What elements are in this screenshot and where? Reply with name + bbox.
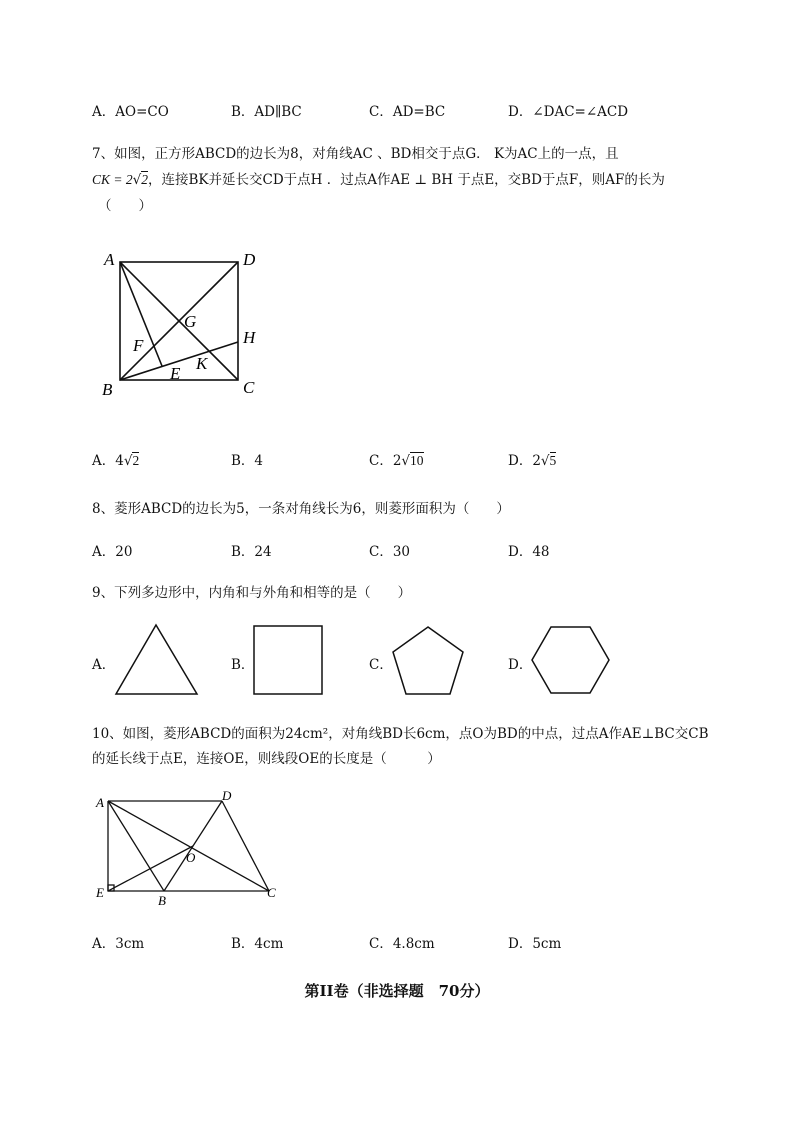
q7-figure xyxy=(100,245,280,405)
label-c: C xyxy=(267,885,276,900)
pentagon-shape xyxy=(390,625,466,697)
q7-option-c xyxy=(369,449,424,469)
label-d: D xyxy=(243,250,256,269)
label-d: D xyxy=(222,788,232,803)
q7-option-b: B．4 xyxy=(231,453,264,469)
segment-oe xyxy=(108,846,193,891)
q10-option-b: B．4cm xyxy=(231,936,284,952)
label-b: B xyxy=(102,380,113,399)
q8-option-d: D．48 xyxy=(508,544,550,560)
q6-option-a: A．AO=CO xyxy=(92,104,169,120)
q7-option-a-radicand: 2 xyxy=(132,453,140,468)
sqrt-symbol: √ xyxy=(123,453,133,469)
q10-figure xyxy=(92,787,292,912)
label-e: E xyxy=(96,885,104,900)
q7-stem-line2 xyxy=(92,168,665,188)
q7-blank: （ ） xyxy=(98,198,152,214)
label-e: E xyxy=(170,364,181,383)
sqrt-symbol: √ xyxy=(132,172,142,188)
q7-stem-line1: 7、如图，正方形ABCD的边长为8，对角线AC 、BD相交于点G． K为AC上的一点，且 xyxy=(92,146,619,162)
q10-option-c: C．4.8cm xyxy=(369,936,435,952)
label-a: A xyxy=(104,250,115,269)
label-f: F xyxy=(133,336,144,355)
q7-option-c-coef: C．2 xyxy=(369,453,402,469)
q10-stem-line1: 10、如图，菱形ABCD的面积为24cm²，对角线BD长6cm，点O为BD的中点，过点A作AE⊥BC交CB xyxy=(92,726,709,742)
q7-option-d-coef: D．2 xyxy=(508,453,541,469)
label-c: C xyxy=(243,378,255,397)
q8-option-a: A．20 xyxy=(92,544,133,560)
label-h: H xyxy=(243,328,256,347)
q6-option-d: D．∠DAC=∠ACD xyxy=(508,104,629,120)
q9-option-d: D． xyxy=(508,657,533,673)
label-k: K xyxy=(196,354,208,373)
label-b: B xyxy=(158,893,166,908)
q8-option-b: B．24 xyxy=(231,544,272,560)
q10-option-d: D．5cm xyxy=(508,936,562,952)
q7-option-d xyxy=(508,449,556,469)
q7-option-a xyxy=(92,449,139,469)
label-a: A xyxy=(96,795,104,810)
hexagon-shape xyxy=(530,625,612,697)
segment-ab xyxy=(108,801,164,891)
q7-option-a-coef: A．4 xyxy=(92,453,124,469)
q9-option-c: C． xyxy=(369,657,393,673)
q9-option-b: B． xyxy=(231,657,255,673)
q6-option-c: C．AD=BC xyxy=(369,104,446,120)
q7-ck-expr: CK = 2 xyxy=(92,172,133,187)
square-shape xyxy=(253,625,325,697)
label-g: G xyxy=(184,312,197,331)
q7-option-c-radicand: 10 xyxy=(410,453,424,468)
q8-option-c: C．30 xyxy=(369,544,411,560)
q6-option-b: B．AD∥BC xyxy=(231,104,302,120)
q7-ck-radicand: 2 xyxy=(141,172,148,187)
q7-stem-line2-rest: ，连接BK并延长交CD于点H ．过点A作AE ⊥ BH 于点E，交BD于点F，则AF的长为 xyxy=(147,172,665,188)
q9-option-a: A． xyxy=(92,657,116,673)
triangle-shape xyxy=(114,623,200,697)
section-title: 第II卷（非选择题 70分） xyxy=(304,982,490,1000)
q7-option-d-radicand: 5 xyxy=(549,453,557,468)
q10-stem-line2: 的延长线于点E，连接OE，则线段OE的长度是（ ） xyxy=(92,751,441,767)
sqrt-symbol: √ xyxy=(401,453,411,469)
q8-stem: 8、菱形ABCD的边长为5，一条对角线长为6，则菱形面积为（ ） xyxy=(92,501,510,517)
q9-stem: 9、下列多边形中，内角和与外角和相等的是（ ） xyxy=(92,585,412,601)
sqrt-symbol: √ xyxy=(540,453,550,469)
label-o: O xyxy=(186,850,196,865)
q10-option-a: A．3cm xyxy=(92,936,145,952)
